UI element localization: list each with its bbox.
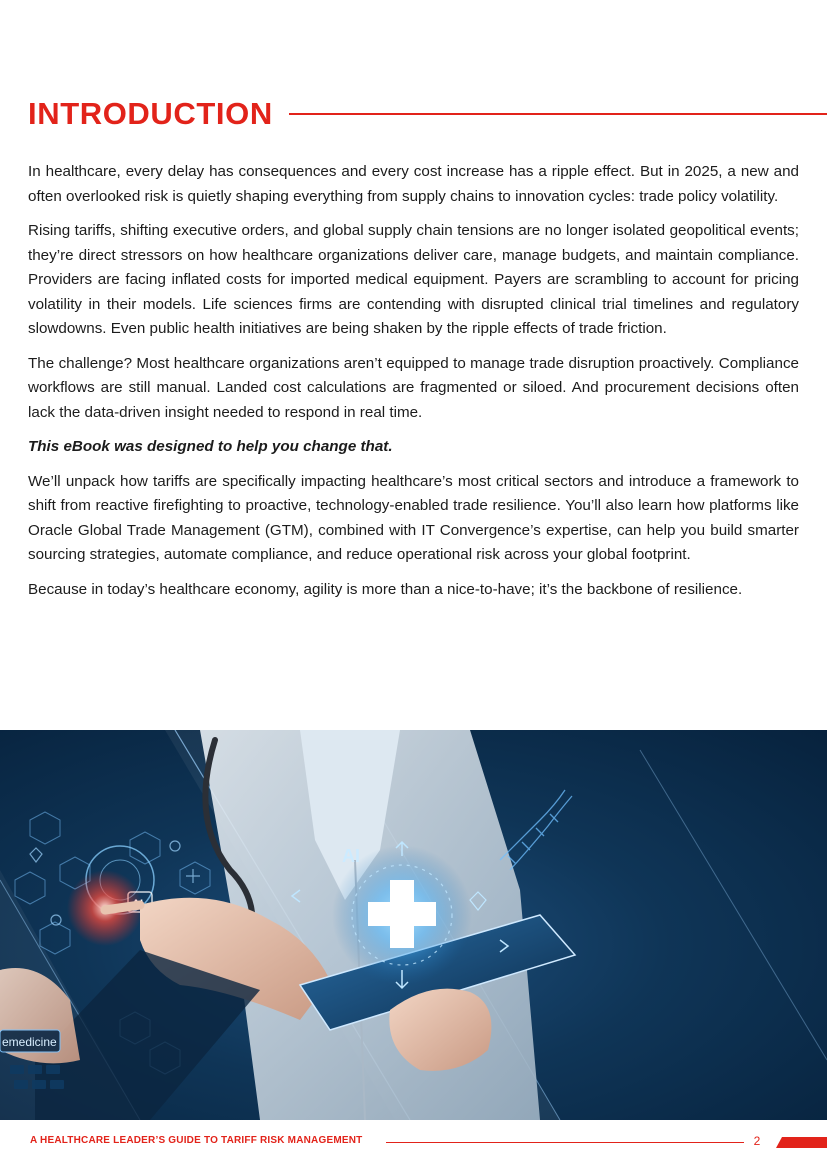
telemedicine-label: emedicine — [2, 1035, 57, 1049]
healthcare-tech-illustration — [0, 730, 827, 1120]
accessibility-icon — [51, 915, 61, 925]
footer-accent-tab — [776, 1137, 827, 1148]
plus-icon — [186, 869, 200, 883]
heart-icon — [30, 848, 42, 862]
title-divider — [289, 113, 827, 115]
dna-icon — [500, 790, 572, 870]
paragraph: Because in today’s healthcare economy, agility is more than a nice-to-have; it’s the backbone of resilience. — [28, 580, 743, 598]
paragraph: We’ll unpack how tariffs are specifically impacting healthcare’s most critical sectors and introduce a framework to shift from reactive firefighting to proactive, technology-enabled trade resilience. You’ll also learn how platforms like Oracle Global Trade Management (GTM), combined with IT Convergence’s expertise, can help you build smarter sourcing strategies, automate compliance, and reduce operational risk across your global footprint. — [28, 472, 799, 563]
section-header — [28, 96, 827, 136]
pointing-finger — [105, 905, 140, 910]
hero-image — [0, 730, 827, 1120]
ai-label: AI — [342, 846, 360, 866]
page-title: INTRODUCTION — [28, 96, 273, 131]
paragraph: In healthcare, every delay has consequences and every cost increase has a ripple effect. But in 2025, a new and often overlooked risk is quietly shaping everything from supply chains to innovation cycles: trade policy volatility. — [28, 163, 799, 205]
node-icon — [170, 841, 180, 851]
footer-title: A HEALTHCARE LEADER’S GUIDE TO TARIFF RISK MANAGEMENT — [30, 1135, 363, 1146]
footer-divider — [386, 1142, 744, 1143]
light-streak — [640, 750, 827, 1060]
page-number: 2 — [753, 1134, 761, 1148]
paragraph: The challenge? Most healthcare organizations aren’t equipped to manage trade disruption proactively. Compliance workflows are still manual. Landed cost calculations are fragmented or siloed. And procurement decisions often lack the data-driven insight needed to respond in real time. — [28, 354, 799, 421]
paragraph: Rising tariffs, shifting executive orders, and global supply chain tensions are no longer isolated geopolitical events; they’re direct stressors on how healthcare organizations deliver care, manage budgets, and maintain compliance. Providers are facing inflated costs for imported medical equipment. Payers are scrambling to account for pricing volatility in their models. Life sciences firms are contending with disrupted clinical trial timelines and regulatory slowdowns. Even public health initiatives are being shaken by the ripple effects of trade friction. — [28, 222, 799, 337]
callout-statement: This eBook was designed to help you change that. — [28, 438, 393, 455]
page-footer — [0, 1132, 827, 1152]
introduction-body — [28, 160, 799, 612]
